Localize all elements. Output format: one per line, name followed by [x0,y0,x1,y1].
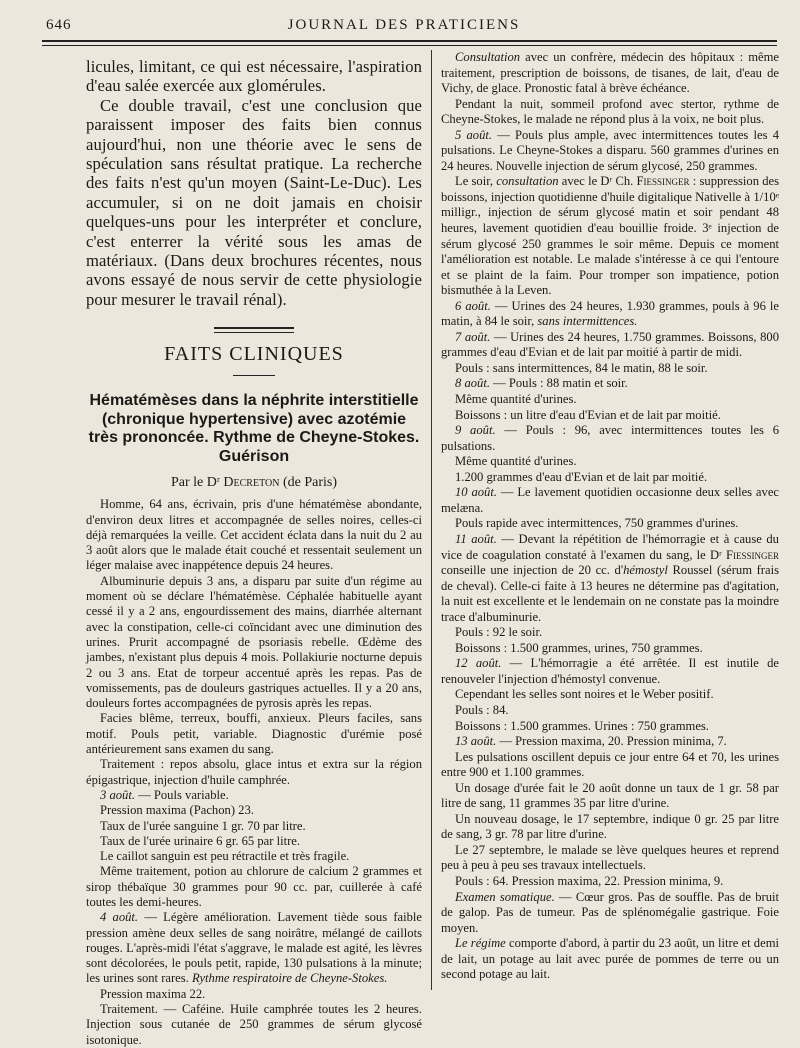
paragraph: Boissons : 1.500 grammes, urines, 750 grammes. [455,640,703,655]
section-title: FAITS CLINIQUES [164,343,344,366]
entry-6-aout: 6 août. — Urines des 24 heures, 1.930 grammes, pouls à 96 le matin, à 84 le soir, sans intermittences. [441,298,779,329]
paragraph: Le soir, consultation avec le Dʳ Ch. Fiessinger : suppression des boissons, injection quotidienne d'huile digitalique Nativelle à 1/10ᵉ milligr., injection de sérum glycosé matin et soir pendant 48 heures, lavement quotidien d'eau bouillie froide. 3ᵉ injection de sérum glycosé 250 grammes le soir même. Depuis ce moment l'amélioration est notable. Le malade s'intéresse à ce qui l'entoure et se plaint de la faim. Pour tromper son impatience, potion bismuthée à la Leven. [441,174,780,298]
case-report-right [441,50,779,983]
paragraph: Traitement. — Caféine. Huile camphrée toutes les 2 heures. Injection sous cutanée de 250 grammes de sérum glycosé isotonique. [86,1002,422,1047]
lead-paragraph: Ce double travail, c'est une conclusion que paraissent imposer des faits bien connus aujourd'hui, non une théorie avec le sens de spéculation sans résultat pratique. La recherche des faits n'est qu'un moyen (Saint-Le-Duc). Les accumuler, si on ne doit jamais en choisir quelques-uns pour les interpréter et conclure, c'est enterrer la vérité sous les amas de matériaux. (Dans deux brochures récentes, nous avons essayé de nous servir de cette physiologie pour mesurer le travail rénal). [86,95,422,309]
left-column [86,57,422,1048]
lead-text [86,57,422,309]
paragraph: Pouls : sans intermittences, 84 le matin, 88 le soir. [455,360,708,375]
date: 4 août. [100,910,139,925]
date: 3 août. [100,787,135,802]
paragraph: Homme, 64 ans, écrivain, pris d'une hématémèse abondante, d'environ deux litres et accompagnée de selles noires, celles-ci déjà remarquées la veille. Cet accident éclata dans la nuit du 2 au 3 août alors que le malade était couché et ressentait seulement un léger malaise avec inappétence depuis 24 heures. [86,497,422,573]
paragraph: Un nouveau dosage, le 17 septembre, indique 0 gr. 25 par litre de sang, 3 gr. 78 par litre d'urine. [441,811,779,842]
paragraph: 1.200 grammes d'eau d'Evian et de lait par moitié. [455,469,708,484]
lead-paragraph: licules, limitant, ce qui est nécessaire, l'aspiration d'eau salée exercée aux glomérules. [86,57,422,96]
paragraph: Le caillot sanguin est peu rétractile et très fragile. [100,849,350,864]
paragraph: Traitement : repos absolu, glace intus et extra sur la région épigastrique, injection d'huile camphrée. [86,757,422,787]
paragraph: Un dosage d'urée fait le 20 août donne un taux de 1 gr. 58 par litre de sang, 11 grammes 35 par litre d'urine. [441,780,779,811]
entry-5-aout: 5 août. — Pouls plus ample, avec intermittences toutes les 4 pulsations. Le Cheyne-Stokes a disparu. 560 grammes d'urines en 24 heures. Nouvelle injection de sérum glycosé, 250 grammes. [441,127,779,173]
paragraph: Pouls : 64. Pression maxima, 22. Pression minima, 9. [455,873,724,888]
paragraph: Facies blême, terreux, bouffi, anxieux. Pleurs faciles, sans motif. Pouls petit, variable. Diagnostic d'urémie posé antérieurement sans examen du sang. [86,711,422,757]
paragraph: Examen somatique. — Cœur gros. Pas de souffle. Pas de bruit de galop. Pas de tumeur. Pas de splénomégalie gastrique. Foie moyen. [441,889,779,935]
paragraph: Taux de l'urée urinaire 6 gr. 65 par litre. [100,833,301,848]
entry-9-aout: 9 août. — Pouls : 96, avec intermittences toutes les 6 pulsations. [441,423,780,453]
page-number: 646 [46,17,72,33]
section-rule-thin [214,332,294,333]
column-divider [431,50,432,990]
byline-prefix: Par le Dʳ [170,475,220,491]
entry-12-aout: 12 août. — L'hémorragie a été arrêtée. Il est inutile de renouveler l'injection d'hémostyl convenue. [441,656,780,686]
paragraph: Boissons : 1.500 grammes. Urines : 750 grammes. [455,718,709,733]
paragraph: Pouls : 84. [455,702,509,717]
paragraph: Les pulsations oscillent depuis ce jour entre 64 et 70, les urines entre 900 et 1.100 grammes. [441,749,779,780]
entry-4-aout: 4 août. — Légère amélioration. Lavement tiède sous faible pression amène deux selles de sang noirâtre, mélangé de caillots rouges. L'après-midi l'état s'aggrave, le malade est agité, les lèvres sont décolorées, le pouls petit, rapide, 130 pulsations à la minute; les urines sont rares. Rythme respiratoire de Cheyne-Stokes. [86,910,422,986]
paragraph: Même quantité d'urines. [455,392,577,407]
paragraph: Boissons : un litre d'eau d'Evian et de lait par moitié. [455,407,721,422]
author-name: Decreton [223,475,280,491]
entry-13-aout: 13 août. — Pression maxima, 20. Pression minima, 7. [455,734,727,749]
paragraph: Le 27 septembre, le malade se lève quelques heures et reprend peu à peu à peu ses travaux intellectuels. [441,842,779,873]
entry-8-aout: 8 août. — Pouls : 88 matin et soir. [455,376,628,391]
paragraph: Pression maxima (Pachon) 23. [100,803,254,818]
case-report-left [86,497,422,1048]
section-rule [214,327,294,329]
paragraph: Cependant les selles sont noires et le Weber positif. [455,687,714,702]
right-column [441,50,779,983]
byline-suffix: (de Paris) [282,475,337,491]
paragraph: Albuminurie depuis 3 ans, a disparu par suite d'un régime au moment où se déclare l'hématémèse. Céphalée habituelle ayant cessé il y a 2 ans, engourdissement des mains, diarrhée alternant avec la constipation, celle-ci coïncidant avec une diminution des urines. Prurit accompagné de psoriasis rebelle. Œdème des jambes, n'existant plus depuis 4 mois. Pollakiurie nocturne depuis 2 ou 3 ans. Etat de torpeur accentué après les repas. Pas de vomissements, pas de douleurs gastriques actuelles. Il y a 20 ans, douleurs fortes accompagnées de pyrosis après les repas. [86,573,422,711]
paragraph: Pendant la nuit, sommeil profond avec stertor, rythme de Cheyne-Stokes, le malade ne répond plus à la voix, ne boit plus. [441,96,779,127]
journal-title: JOURNAL DES PRATICIENS [287,17,521,33]
entry-7-aout: 7 août. — Urines des 24 heures, 1.750 grammes. Boissons, 800 grammes d'eau d'Evian et de lait par moitié à partir de midi. [441,329,780,360]
paragraph: Pouls : 92 le soir. [455,625,543,640]
entry-11-aout: 11 août. — Devant la répétition de l'hémorragie et à cause du vice de coagulation constaté à l'examen du sang, le Dʳ Fiessinger conseille une injection de 20 cc. d'hémostyl Roussel (sérum frais de cheval). Celle-ci faite à 13 heures ne détermine pas d'agitation, la nuit est excellente et le lendemain on ne constate pas la moindre trace d'albuminurie. [441,531,779,624]
paragraph: Pouls rapide avec intermittences, 750 grammes d'urines. [455,516,739,531]
paragraph: Taux de l'urée sanguine 1 gr. 70 par litre. [100,818,306,833]
article-title: Hématémèses dans la néphrite interstitielle (chronique hypertensive) avec azotémie très prononcée. Rythme de Cheyne-Stokes. Guérison [88,392,420,465]
section-underline [233,375,275,376]
header-rule [42,40,777,42]
entry-10-aout: 10 août. — Le lavement quotidien occasionne deux selles avec melæna. [441,485,779,515]
running-header [38,17,770,37]
paragraph: Même traitement, potion au chlorure de calcium 2 grammes et sirop thébaïque 30 grammes pour 90 cc. par, cuillerée à café toutes les demi-heures. [86,864,422,909]
header-rule-thin [42,45,777,46]
paragraph: Même quantité d'urines. [455,454,577,469]
paragraph: Pression maxima 22. [100,986,206,1001]
paragraph: Consultation avec un confrère, médecin des hôpitaux : même traitement, prescription de boissons, de tisanes, de lait, d'eau de Vichy, de glace. Pronostic fatal à brève échéance. [441,50,779,96]
entry-3-aout: 3 août. — Pouls variable. [100,787,229,802]
article-byline [86,475,422,491]
paragraph: Le régime comporte d'abord, à partir du 23 août, un litre et demi de lait, un potage au lait avec purée de pommes de terre ou un second potage au lait. [441,936,779,982]
